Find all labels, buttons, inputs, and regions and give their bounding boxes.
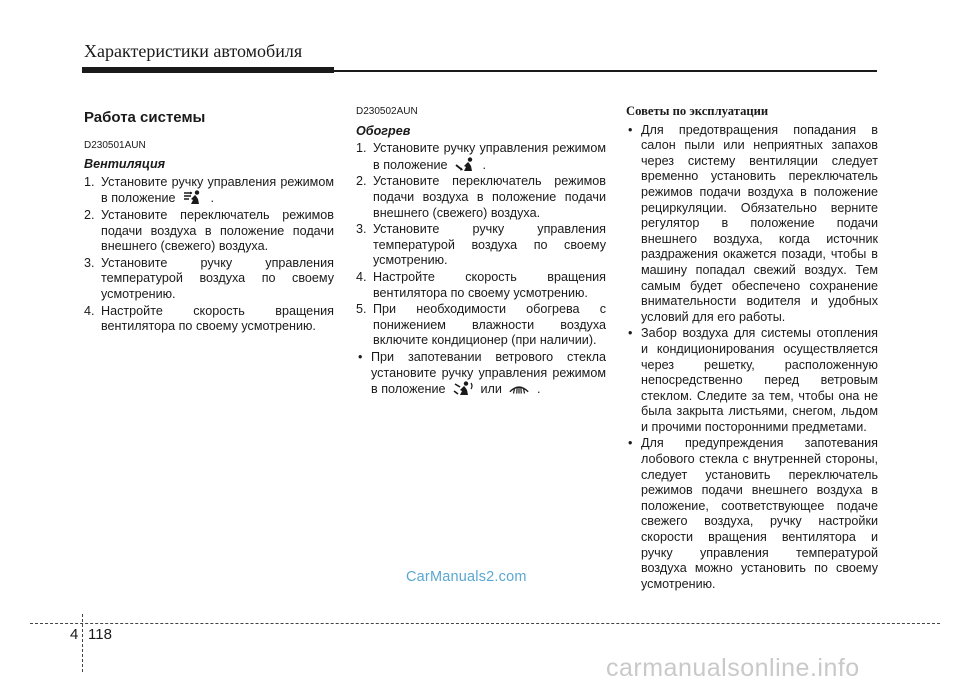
page-header-title: Характеристики автомобиля <box>84 41 303 61</box>
tips-title: Советы по эксплуатации <box>626 104 769 118</box>
header-rule-thick <box>82 67 334 73</box>
section-code: D230501AUN <box>84 139 146 151</box>
windshield-defrost-icon <box>508 381 530 396</box>
page-number: 118 <box>88 626 112 643</box>
step-item: 5. При необходимости обогрева с понижением влажности воздуха включите кондиционер (при наличии). <box>356 302 606 348</box>
floor-defrost-mode-icon <box>452 381 474 396</box>
step-item: 2. Установите переключатель режимов подачи воздуха в положение подачи внешнего (свежего) воздуха. <box>84 207 334 254</box>
bullet-item: • При запотевании ветрового стекла установите ручку управления режимом в положение или . <box>358 349 606 397</box>
header-rule-thin <box>334 70 877 72</box>
column-heating <box>356 104 606 399</box>
watermark-carmanualsonline: carmanualsonline.info <box>606 654 860 682</box>
step-item: 4. Настройте скорость вращения вентилятора по своему усмотрению. <box>84 303 334 334</box>
footer-dashed-divider <box>82 614 83 672</box>
subsection-title: Вентиляция <box>84 157 166 172</box>
step-item: 3. Установите ручку управления температурой воздуха по своему усмотрению. <box>356 222 606 268</box>
bullet-item: • Для предупреждения запотевания лобового стекла с внутренней стороны, следует установить переключатель режимов подачи внешнего воздуха в положение, соответствующее подаче свежего воздуха, ручку настройки скорости вращения вентилятора и ручку управления температурой воздуха можно установить по своему усмотрению. <box>628 436 878 591</box>
step-item: 3. Установите ручку управления температурой воздуха по своему усмотрению. <box>84 255 334 301</box>
section-code: D230502AUN <box>356 106 418 117</box>
footer-dashed-rule <box>30 623 940 624</box>
floor-mode-icon <box>454 157 476 172</box>
bullet-item: • Для предотвращения попадания в салон пыли или неприятных запахов через систему вентиляции следует временно установить переключатель режимов подачи воздуха в положение рециркуляции. Обязательно верните регулятор в положение подачи внешнего воздуха, когда источник раздражения окажется позади, чтобы в машину попадал свежий воздух. Тем самым будет обеспечено сохранение внимательности водителя и удобных условий для его работы. <box>628 122 878 324</box>
face-vent-mode-icon <box>182 190 204 205</box>
subsection-title: Обогрев <box>356 123 411 138</box>
step-item: 1. Установите ручку управления режимом в положение . <box>356 141 606 172</box>
bullet-item: • Забор воздуха для системы отопления и кондиционирования осуществляется через решетку, расположенную непосредственно перед ветровым стеклом. Следите за тем, чтобы она не была закрыта листьями, снегом, льдом и прочими посторонними предметами. <box>628 326 878 434</box>
step-item: 1. Установите ручку управления режимом в положение . <box>84 174 334 206</box>
step-item: 2. Установите переключатель режимов подачи воздуха в положение подачи внешнего (свежего) воздуха. <box>356 174 606 220</box>
section-title: Работа системы <box>84 109 206 126</box>
watermark-carmanuals2: CarManuals2.com <box>406 569 527 585</box>
column-ventilation <box>84 104 334 336</box>
column-usage-tips <box>626 104 878 593</box>
chapter-number: 4 <box>70 626 79 643</box>
step-item: 4. Настройте скорость вращения вентилятора по своему усмотрению. <box>356 269 606 300</box>
